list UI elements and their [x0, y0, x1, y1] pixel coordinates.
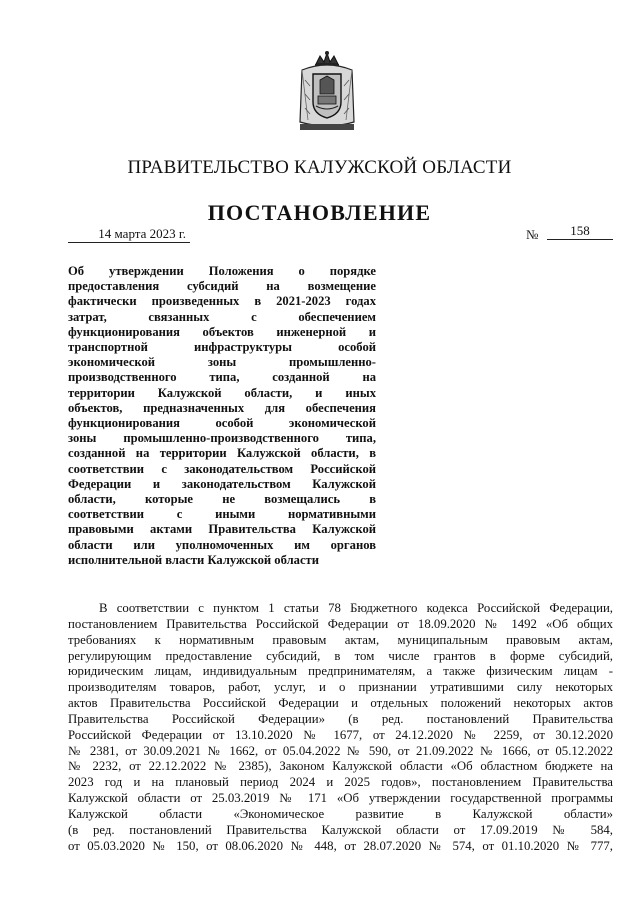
number-label: № — [526, 227, 539, 242]
subject-line: территории Калужской области, и иных — [68, 385, 376, 400]
subject-line: Федерации и законодательством Калужской — [68, 476, 376, 491]
document-subject — [68, 264, 376, 568]
subject-line: затрат, связанных с обеспечением — [68, 309, 376, 324]
document-number: 158 — [547, 223, 613, 240]
subject-line: объектов, предназначенных для обеспечения — [68, 400, 376, 415]
subject-line: предоставления субсидий на возмещение — [68, 279, 376, 294]
body-line: юридическим лицам, индивидуальным предпринимателям, а также физическим лицам - — [68, 664, 613, 679]
body-line: (в ред. постановлений Правительства Калужской области от 17.09.2019 № 584, — [68, 822, 613, 837]
body-line: Калужской области от 25.03.2019 № 171 «Об утверждении государственной программы — [68, 791, 613, 806]
subject-line: фактически произведенных в 2021-2023 годах — [68, 294, 376, 309]
body-line: постановлением Правительства Российской Федерации от 18.09.2020 № 1492 «Об общих — [68, 616, 613, 631]
subject-line: Об утверждении Положения о порядке — [68, 264, 376, 278]
subject-line: правовыми актами Правительства Калужской — [68, 522, 376, 537]
document-body — [68, 601, 613, 855]
body-line: Правительства Российской Федерации» (в ред. постановлений Правительства — [68, 711, 613, 726]
body-line: производителям товаров, работ, услуг, и о признании утратившими силу некоторых — [68, 680, 613, 695]
body-line: регулирующим предоставление субсидий, в том числе грантов в форме субсидий, — [68, 648, 613, 663]
body-line: от 05.03.2020 № 150, от 08.06.2020 № 448, от 28.07.2020 № 574, от 01.10.2020 № 777, — [68, 838, 613, 853]
subject-line: соответствии с законодательством Российской — [68, 461, 376, 476]
subject-line: соответствии с иными нормативными — [68, 507, 376, 522]
body-line: № 2232, от 22.12.2022 № 2385), Законом Калужской области «Об областном бюджете на — [68, 759, 613, 774]
organization-title: ПРАВИТЕЛЬСТВО КАЛУЖСКОЙ ОБЛАСТИ — [127, 157, 512, 178]
subject-line: зоны промышленно-производственного типа, — [68, 431, 376, 446]
subject-line: транспортной инфраструктуры особой — [68, 340, 376, 355]
document-date: 14 марта 2023 г. — [68, 226, 190, 243]
coat-of-arms-icon — [296, 50, 358, 134]
subject-line: созданной на территории Калужской области, в — [68, 446, 376, 461]
subject-line: области или уполномоченных им органов — [68, 537, 376, 552]
body-line: Калужской области «Экономическое развитие в Калужской области» — [68, 806, 613, 821]
subject-line: экономической зоны промышленно- — [68, 355, 376, 370]
document-type: ПОСТАНОВЛЕНИЕ — [207, 200, 432, 225]
subject-line: функционирования объектов инженерной и — [68, 324, 376, 339]
body-line: 2023 год и на плановый период 2024 и 2025 годов», постановлением Правительства — [68, 775, 613, 790]
body-line: требованиях к нормативным правовым актам, муниципальным правовым актам, — [68, 632, 613, 647]
body-line: Российской Федерации от 13.10.2020 № 1677, от 24.12.2020 № 2259, от 30.12.2020 — [68, 727, 613, 742]
subject-line: исполнительной власти Калужской области — [68, 552, 319, 567]
body-line: № 2381, от 30.09.2021 № 1662, от 05.04.2022 № 590, от 21.09.2022 № 1666, от 05.12.2022 — [68, 743, 613, 758]
body-line: актов Правительства Российской Федерации и отдельных положений некоторых актов — [68, 696, 613, 711]
body-line: В соответствии с пунктом 1 статьи 78 Бюджетного кодекса Российской Федерации, — [99, 601, 613, 615]
subject-line: области, которые не возмещались в — [68, 492, 376, 507]
subject-line: функционирования особой экономической — [68, 416, 376, 431]
subject-line: производственного типа, созданной на — [68, 370, 376, 385]
